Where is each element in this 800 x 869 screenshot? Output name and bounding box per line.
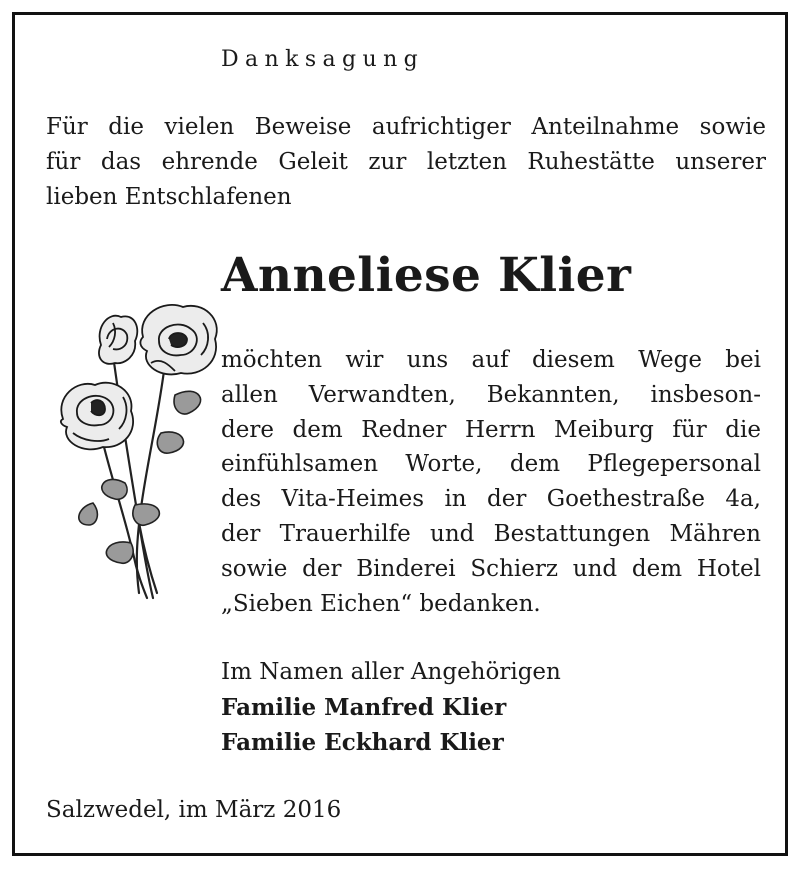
body-line: möchten wir uns auf diesem Wege bei	[221, 347, 761, 373]
family-name: Familie Manfred Klier	[221, 694, 507, 721]
body-line: allen Verwandten, Bekannten, insbeson-	[221, 381, 761, 408]
signature-intro: Im Namen aller Angehörigen	[221, 659, 561, 685]
obituary-notice	[12, 12, 788, 856]
place-date: Salzwedel, im März 2016	[46, 797, 342, 823]
intro-line: für das ehrende Geleit zur letzten Ruhestätte unserer	[46, 149, 766, 175]
body-line: der Trauerhilfe und Bestattungen Mähren	[221, 520, 761, 547]
body-line: dere dem Redner Herrn Meiburg für die	[221, 416, 761, 443]
body-line: des Vita-Heimes in der Goethestraße 4a,	[221, 486, 761, 513]
thanks-paragraph	[221, 343, 761, 621]
roses-illustration-icon	[43, 293, 223, 603]
intro-paragraph	[46, 110, 766, 215]
deceased-name: Anneliese Klier	[221, 248, 632, 303]
body-line: einfühlsamen Worte, dem Pflegepersonal	[221, 451, 761, 478]
signature-block	[221, 655, 561, 760]
family-name: Familie Eckhard Klier	[221, 729, 504, 756]
body-line: „Sieben Eichen“ bedanken.	[221, 590, 541, 617]
notice-heading: Danksagung	[221, 47, 425, 72]
body-line: sowie der Binderei Schierz und dem Hotel	[221, 555, 761, 582]
intro-line: Für die vielen Beweise aufrichtiger Anteilnahme sowie	[46, 114, 766, 140]
intro-line: lieben Entschlafenen	[46, 184, 292, 210]
